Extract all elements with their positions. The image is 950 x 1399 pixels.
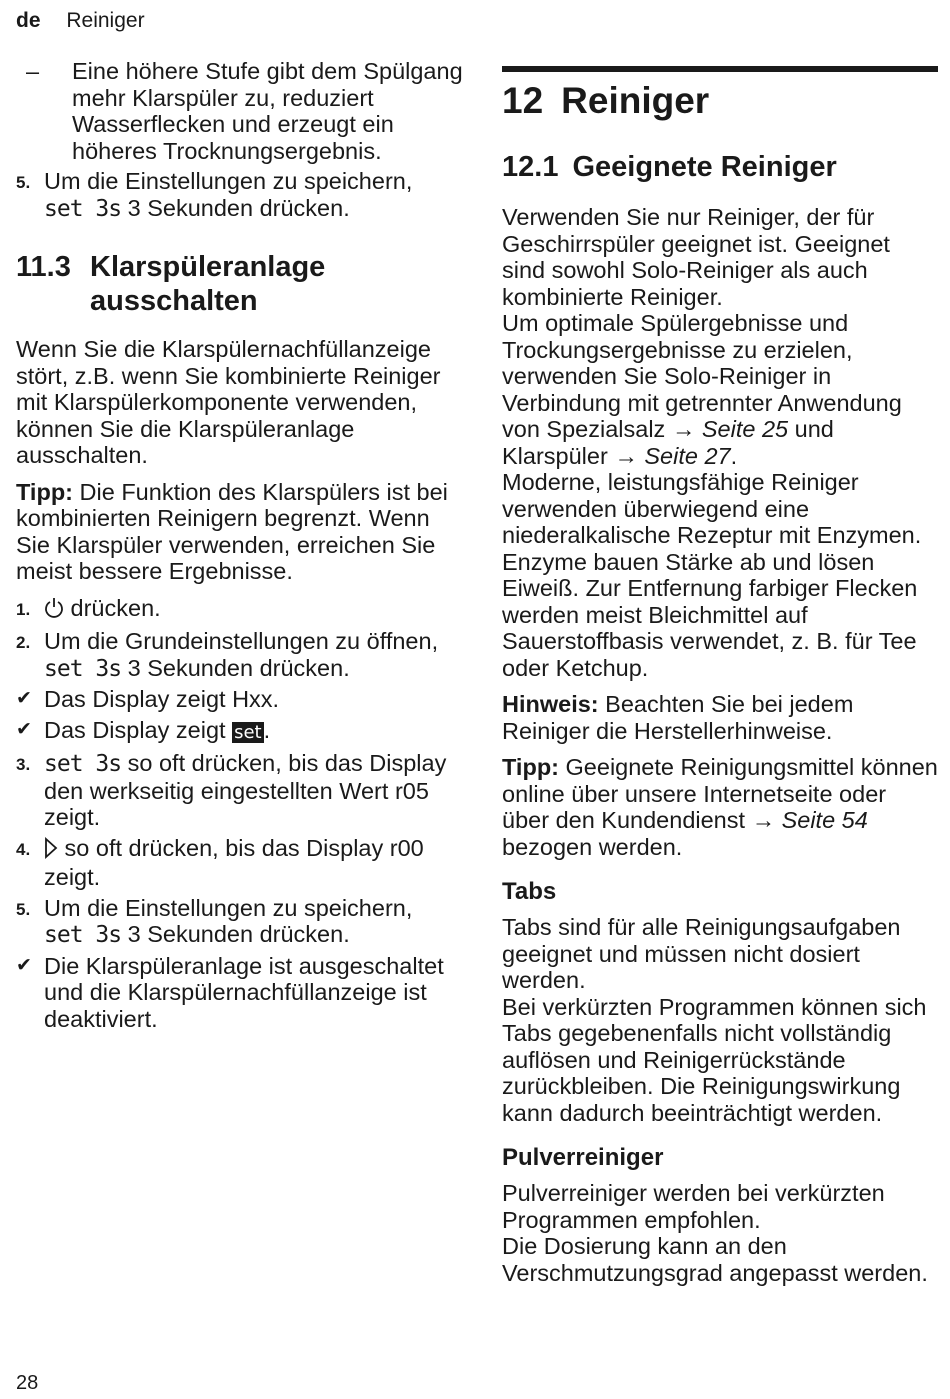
set-3s-key: set 3s xyxy=(44,655,122,682)
result-item xyxy=(16,953,464,1033)
chapter-title: Reiniger xyxy=(561,80,710,121)
section-number: 11.3 xyxy=(16,251,71,283)
section-title: Geeignete Reiniger xyxy=(572,151,837,183)
dash-list-item xyxy=(16,58,464,164)
chapter-number: 12 xyxy=(502,80,544,121)
subheading-tabs: Tabs xyxy=(502,878,557,905)
page-reference-link[interactable]: → Seite 54 xyxy=(751,807,868,833)
result-item xyxy=(16,686,464,713)
result-text-post: . xyxy=(263,716,271,743)
tip-label: Tipp: xyxy=(16,478,73,505)
set-3s-key: set 3s xyxy=(44,195,122,222)
section-heading-12-1 xyxy=(502,150,938,184)
page-header xyxy=(16,9,145,33)
step-number: 1. xyxy=(16,599,31,619)
step-text: drücken. xyxy=(64,594,161,621)
page-reference-link[interactable]: → Seite 27 xyxy=(614,442,731,469)
set-3s-key: set 3s xyxy=(44,751,122,777)
step-text: Um die Einstellungen zu speichern, xyxy=(44,168,413,194)
step-text-post: 3 Sekunden drücken. xyxy=(121,921,350,947)
intro-paragraph: Wenn Sie die Klarspülernachfüllanzeige stört, z.B. wenn Sie kombinierte Reiniger mit Klarspülerkomponente verwenden, können Sie die Klarspüleranlage ausschalten. xyxy=(16,336,441,468)
paragraph-text: Um optimale Spülergebnisse und Trockungsergebnisse zu erzielen, verwenden Sie Solo-Reiniger in Verbindung mit getrennter Anwendung von Spezialsalz xyxy=(502,310,902,442)
step-open-settings xyxy=(16,628,464,682)
check-icon: ✔ xyxy=(16,954,32,976)
tip-text-post: bezogen werden. xyxy=(502,833,683,860)
check-icon: ✔ xyxy=(16,688,32,709)
page-number: 28 xyxy=(16,1372,39,1394)
step-power xyxy=(16,595,464,625)
step-text: so oft drücken, bis das Display den werkseitig eingestellten Wert r05 zeigt. xyxy=(44,750,447,830)
subheading-powder: Pulverreiniger xyxy=(502,1144,664,1171)
note-label: Hinweis: xyxy=(502,691,599,717)
chapter-heading xyxy=(502,78,938,124)
tabs-paragraph-2: Bei verkürzten Programmen können sich Tabs gegebenenfalls nicht vollständig auflösen und Reinigerrückstände zurückbleiben. Die Reinigungswirkung kann dadurch beeinträchtigt werden. xyxy=(502,993,927,1126)
powder-paragraph-2: Die Dosierung kann an den Verschmutzungsgrad angepasst werden. xyxy=(502,1233,928,1286)
tip-paragraph xyxy=(502,754,938,860)
step-text-post: 3 Sekunden drücken. xyxy=(121,194,350,221)
set-3s-key: set 3s xyxy=(44,922,122,948)
dash-text: Eine höhere Stufe gibt dem Spülgang mehr Klarspüler zu, reduziert Wasserflecken und erzeugt ein höheres Trocknungsergebnis. xyxy=(72,58,463,164)
paragraph-suitable: Verwenden Sie nur Reiniger, der für Geschirrspüler geeignet ist. Geeignet sind sowohl Solo-Reiniger als auch kombinierte Reiniger. xyxy=(502,204,890,310)
result-text: Das Display zeigt Hxx. xyxy=(44,686,280,712)
step-number: 5. xyxy=(16,899,31,919)
result-text: Das Display zeigt xyxy=(44,716,233,743)
chapter-rule xyxy=(502,66,938,72)
step-text: Um die Einstellungen zu speichern, xyxy=(44,894,413,921)
step-press-next xyxy=(16,835,464,891)
step-number: 3. xyxy=(16,755,31,774)
language-code: de xyxy=(16,9,41,32)
tip-paragraph xyxy=(16,479,464,585)
header-title: Reiniger xyxy=(66,9,145,32)
paragraph-text: und Klarspüler xyxy=(502,416,834,469)
step-text-post: 3 Sekunden drücken. xyxy=(121,654,350,681)
powder-paragraph-1: Pulverreiniger werden bei verkürzten Programmen empfohlen. xyxy=(502,1180,885,1233)
section-heading-11-3 xyxy=(16,250,464,318)
dash-mark: – xyxy=(26,58,40,84)
step-text: Um die Grundeinstellungen zu öffnen, xyxy=(44,628,439,654)
display-set-indicator: set xyxy=(234,721,262,743)
note-paragraph xyxy=(502,691,938,744)
tabs-paragraph-1: Tabs sind für alle Reinigungsaufgaben geeignet und müssen nicht dosiert werden. xyxy=(502,914,901,993)
tip-label: Tipp: xyxy=(502,754,559,780)
step-number: 2. xyxy=(16,633,31,652)
result-item xyxy=(16,717,464,747)
step-press-set xyxy=(16,750,464,831)
page-reference-link[interactable]: → Seite 25 xyxy=(671,416,789,442)
right-column xyxy=(502,58,938,1286)
step-number: 5. xyxy=(16,173,31,192)
step-save-2 xyxy=(16,895,464,949)
left-column xyxy=(16,58,464,1032)
step-number: 4. xyxy=(16,839,31,859)
tip-text: Die Funktion des Klarspülers ist bei kombinierten Reinigern begrenzt. Wenn Sie Klarspüler verwenden, erreichen Sie meist bessere Ergebnisse. xyxy=(16,478,448,584)
paragraph-modern: Moderne, leistungsfähige Reiniger verwenden überwiegend eine niederalkalische Rezeptur mit Enzymen. Enzyme bauen Stärke ab und lösen Eiweiß. Zur Entfernung farbiger Flecken werden meist Bleichmittel auf Sauerstoffbasis verwendet, z. B. für Tee oder Ketchup. xyxy=(502,469,922,681)
check-icon: ✔ xyxy=(16,718,32,740)
paragraph-optimal xyxy=(502,310,938,469)
paragraph-text: . xyxy=(730,442,738,469)
step-text: so oft drücken, bis das Display r00 zeigt. xyxy=(44,834,424,890)
tip-text: Geeignete Reinigungsmittel können online über unsere Internetseite oder über den Kundendienst xyxy=(502,754,938,833)
section-number: 12.1 xyxy=(502,151,559,183)
arrow-right-icon xyxy=(44,837,58,865)
step-save-1 xyxy=(16,168,464,222)
note-text: Beachten Sie bei jedem Reiniger die Herstellerhinweise. xyxy=(502,691,854,744)
section-title: Klarspüleranlage ausschalten xyxy=(90,251,326,317)
result-text: Die Klarspüleranlage ist ausgeschaltet und die Klarspülernachfüllanzeige ist deaktiviert. xyxy=(44,952,444,1032)
power-icon xyxy=(44,597,64,625)
